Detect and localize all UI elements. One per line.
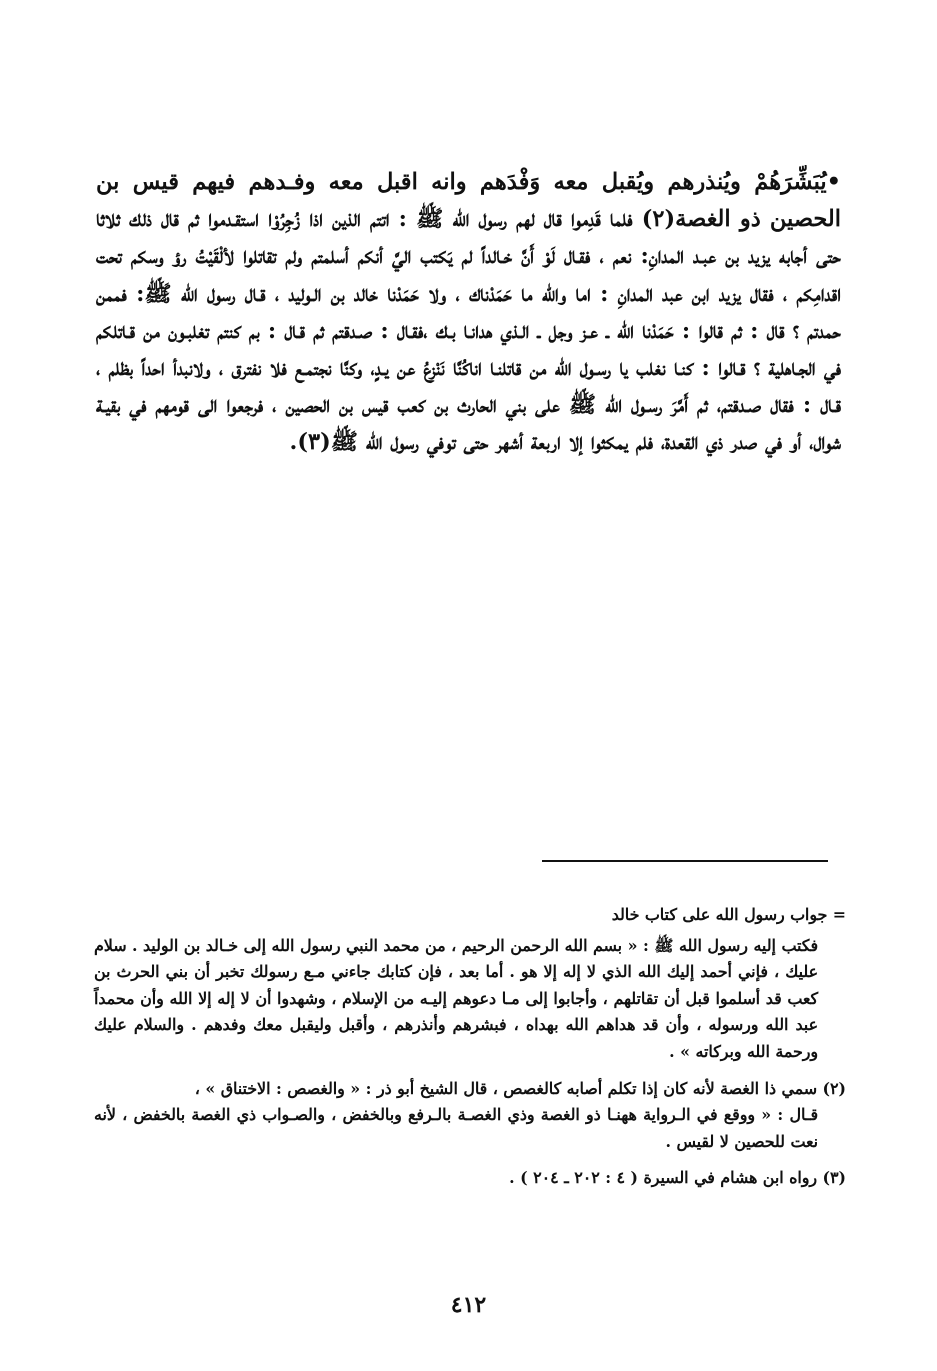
footnotes-section	[94, 902, 846, 1192]
footnote-2-first-line: (٢) سمي ذا الغصة لأنه كان إذا تكلم أصابه كالغصص ، قال الشيخ أبو ذر : « والغصص : الاختناق » ،	[194, 1078, 846, 1098]
footnote-continued-body: فكتب إليه رسول الله ﷺ : « بسم الله الرحمن الرحيم ، من محمد النبي رسول الله إلى خـالد بن الوليد . سلام عليك ، فإني أحمد إليك الله الذي لا إله إلا هو . أما بعد ، فإن كتابك جاءني مـع رسولك تخبر أن بني الحرث بن كعب قد أسلموا قبل أن تقاتلهم ، وأجابوا إلى مـا دعوهم إليـه من الإسلام ، وشهدوا أن لا إله إلا الله وأن محمداً عبد الله ورسوله ، وأن قد هداهم الله بهداه ، فبشرهم وأنذرهم ، وأقبل وليقبل معك وفدهم . والسلام عليك ورحمة الله وبركاته » .	[94, 935, 818, 1061]
footnote-2-continuation: قـال : « ووقع في الـرواية ههنـا ذو الغصة وذي الغصـة بالـرفع وبالخفض ، والصـواب ذي الغصة بالخفض ، لأنه نعت للحصين لا لقيس .	[94, 1105, 818, 1151]
footnote-2	[94, 1076, 846, 1156]
main-text-paragraph: •يُبَشِّرَهُمْ ويُنذرهم ويُقبل معه وَفْدَهم وانه اقبل معه وفـدهم فيهم قيس بن الحصين ذو الغصة(٢) فلما قَدِموا قال لهم رسول الله ﷺ : اتتم الذين اذا زُجِرُوْا استقـدموا ثم قال ذلك ثلاثا حتى أجابه يزيد بن عبـد المدانِ: نعم ، فقـال لَوْ أَنَّ خـالداً لم يَكتب اليَّ أنكم أسلمتم ولم تقاتلوا لألْقَيْتُ رؤ وسكم تحت اقدامِكم ، فقال يزيد ابن عبد المدانِ : اما والله ما حَمَدْناك ، ولا حَمَدْنا خالد بن الـوليد ، قـال رسول الله ﷺ: فممن حمدتم ؟ قال : ثم قالوا : حَمَدْنا الله ـ عـز وجل ـ الـذي هدانـا بـك ،فقـال : صـدقتم ثم قـال : بم كنتم تغلبـون من قـاتلكم في الجـاهلية ؟ قـالوا : كنـا نغلب يا رسـول الله من قاتلنـا اناكُنَّا نَنْزعُ عن يـدٍ، وكنَّا نجتمـع فلا نفترق ، ولانبدأ احداً بظلم ، قـال : فقال صـدقتم، ثم أَمَّرَ رسـول الله ﷺ على بني الحارث بن كعب قيس بن الحصين ، فرجعوا الى قومهم في بقيـة شوال، أو في صدر ذي القعدة، فلم يمكثوا إلا اربعة أشهر حتى توفي رسول الله ﷺ(٣).	[96, 169, 841, 456]
footnote-3: (٣) رواه ابن هشام في السيرة ( ٤ : ٢٠٢ ـ ٢٠٤ ) .	[509, 1168, 846, 1188]
page-number: ٤١٢	[450, 1292, 487, 1318]
footnote-separator-rule	[542, 860, 828, 862]
footnote-continued-heading: = جواب رسول الله على كتاب خالد	[611, 905, 846, 924]
